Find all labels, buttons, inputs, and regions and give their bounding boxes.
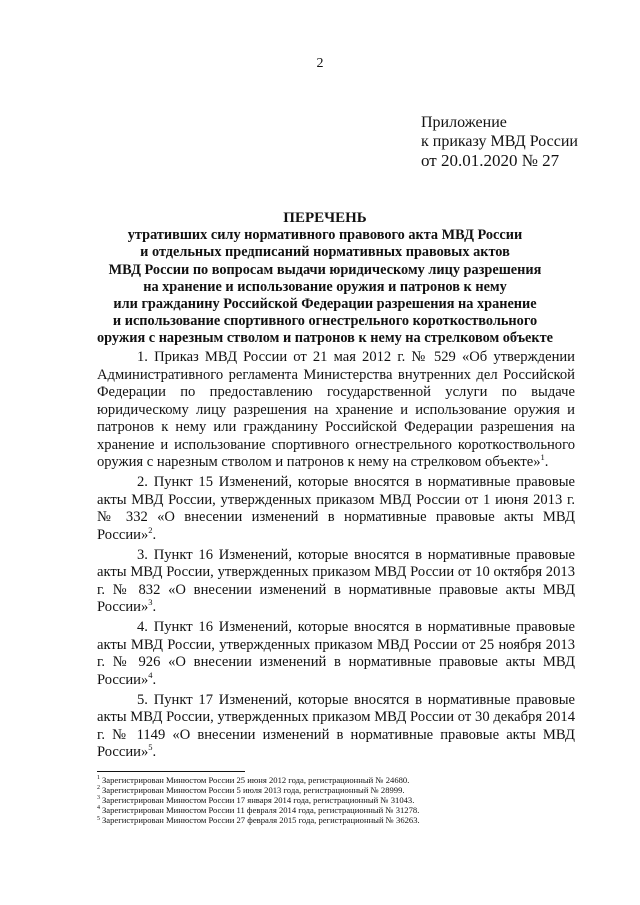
items-list — [97, 349, 575, 764]
item-text: 3. Пункт 16 Изменений, которые вносятся в нормативные правовые акты МВД России, утвержденных приказом МВД России от 10 октября 2013 г. № 832 «О внесении изменений в нормативные правовые акты МВД России» — [97, 546, 575, 615]
footnote-number: 5 — [97, 815, 100, 822]
heading-line: и использование спортивного огнестрельного короткоствольного — [112, 313, 538, 330]
footnote — [97, 775, 575, 785]
heading-line: на хранение и использование оружия и патронов к нему — [143, 278, 507, 295]
heading-line: и отдельных предписаний нормативных правовых актов — [140, 244, 510, 261]
footnote-ref: 1 — [540, 452, 545, 463]
heading-line: или гражданину Российской Федерации разрешения на хранение — [113, 296, 537, 313]
list-item: 3. Пункт 16 Изменений, которые вносятся в нормативные правовые акты МВД России, утвержденных приказом МВД России от 10 октября 2013 г. № 832 «О внесении изменений в нормативные правовые акты МВД России»$^3$. — [97, 546, 575, 615]
footnote — [97, 815, 575, 825]
footnote-text: Зарегистрирован Минюстом России 25 июня 2012 года, регистрационный № 24680. — [102, 775, 410, 785]
footnotes — [97, 775, 575, 825]
list-item: 5. Пункт 17 Изменений, которые вносятся в нормативные правовые акты МВД России, утвержденных приказом МВД России от 30 декабря 2014 г. № 1149 «О внесении изменений в нормативные правовые акты МВД России»$^5$. — [97, 691, 575, 760]
list-heading — [60, 210, 590, 348]
appendix-line-3: от 20.01.2020 № 27 — [421, 151, 560, 170]
appendix-line-2: к приказу МВД России — [421, 133, 578, 150]
footnote — [97, 805, 575, 815]
appendix-block — [421, 113, 578, 170]
item-text: 2. Пункт 15 Изменений, которые вносятся в нормативные правовые акты МВД России, утвержденных приказом МВД России от 1 июня 2013 г. № 332 «О внесении изменений в нормативные правовые акты МВД России» — [97, 474, 575, 543]
list-item: 1. Приказ МВД России от 21 мая 2012 г. № 529 «Об утверждении Административного регламента Министерства внутренних дел Российской Федерации по предоставлению государственной услуги по выдаче юридическому лицу разрешения на хранение и использование оружия и патронов к нему или гражданину Российской Федерации разрешения на хранение и использование спортивного огнестрельного короткоствольного оружия с нарезным стволом и патронов к нему на стрелковом объекте»$^1$. — [97, 349, 575, 470]
footnote-divider — [97, 771, 245, 772]
footnote-ref: 4 — [148, 669, 153, 680]
footnote-text: Зарегистрирован Минюстом России 5 июля 2013 года, регистрационный № 28999. — [102, 785, 405, 796]
footnote-ref: 3 — [148, 597, 153, 608]
item-text: 5. Пункт 17 Изменений, которые вносятся в нормативные правовые акты МВД России, утвержденных приказом МВД России от 30 декабря 2014 г. № 1149 «О внесении изменений в нормативные правовые акты МВД России» — [97, 691, 575, 760]
list-item: 4. Пункт 16 Изменений, которые вносятся в нормативные правовые акты МВД России, утвержденных приказом МВД России от 25 ноября 2013 г. № 926 «О внесении изменений в нормативные правовые акты МВД России»$^4$. — [97, 619, 575, 688]
footnote-text: Зарегистрирован Минюстом России 17 января 2014 года, регистрационный № 31043. — [102, 795, 415, 806]
item-text: 4. Пункт 16 Изменений, которые вносятся в нормативные правовые акты МВД России, утвержденных приказом МВД России от 25 ноября 2013 г. № 926 «О внесении изменений в нормативные правовые акты МВД России» — [97, 619, 575, 688]
footnote-number: 3 — [97, 795, 100, 802]
page-number: 2 — [316, 56, 324, 71]
footnote — [97, 795, 575, 805]
item-text: 1. Приказ МВД России от 21 мая 2012 г. № 529 «Об утверждении Административного регламента Министерства внутренних дел Российской Федерации по предоставлению государственной услуги по выдаче юридическому лицу разрешения на хранение и использование оружия и патронов к нему или гражданину Российской Федерации разрешения на хранение и использование спортивного огнестрельного короткоствольного оружия с нарезным стволом и патронов к нему на стрелковом объекте» — [97, 349, 575, 470]
footnote-number: 2 — [97, 785, 100, 792]
list-title: ПЕРЕЧЕНЬ — [283, 210, 367, 226]
appendix-line-1: Приложение — [421, 114, 507, 131]
list-item: 2. Пункт 15 Изменений, которые вносятся в нормативные правовые акты МВД России, утвержденных приказом МВД России от 1 июня 2013 г. № 332 «О внесении изменений в нормативные правовые акты МВД России»$^2$. — [97, 474, 575, 543]
footnote-number: 1 — [97, 775, 100, 782]
footnote-text: Зарегистрирован Минюстом России 11 февраля 2014 года, регистрационный № 31278. — [102, 805, 420, 816]
heading-line: оружия с нарезным стволом и патронов к нему на стрелковом объекте — [96, 330, 553, 347]
footnote — [97, 785, 575, 795]
heading-line: МВД России по вопросам выдачи юридическому лицу разрешения — [108, 261, 542, 278]
footnote-number: 4 — [97, 805, 100, 812]
footnote-ref: 2 — [148, 524, 153, 535]
footnote-text: Зарегистрирован Минюстом России 27 февраля 2015 года, регистрационный № 36263. — [102, 815, 420, 826]
heading-line: утративших силу нормативного правового акта МВД России — [127, 227, 523, 244]
footnote-ref: 5 — [148, 742, 153, 753]
